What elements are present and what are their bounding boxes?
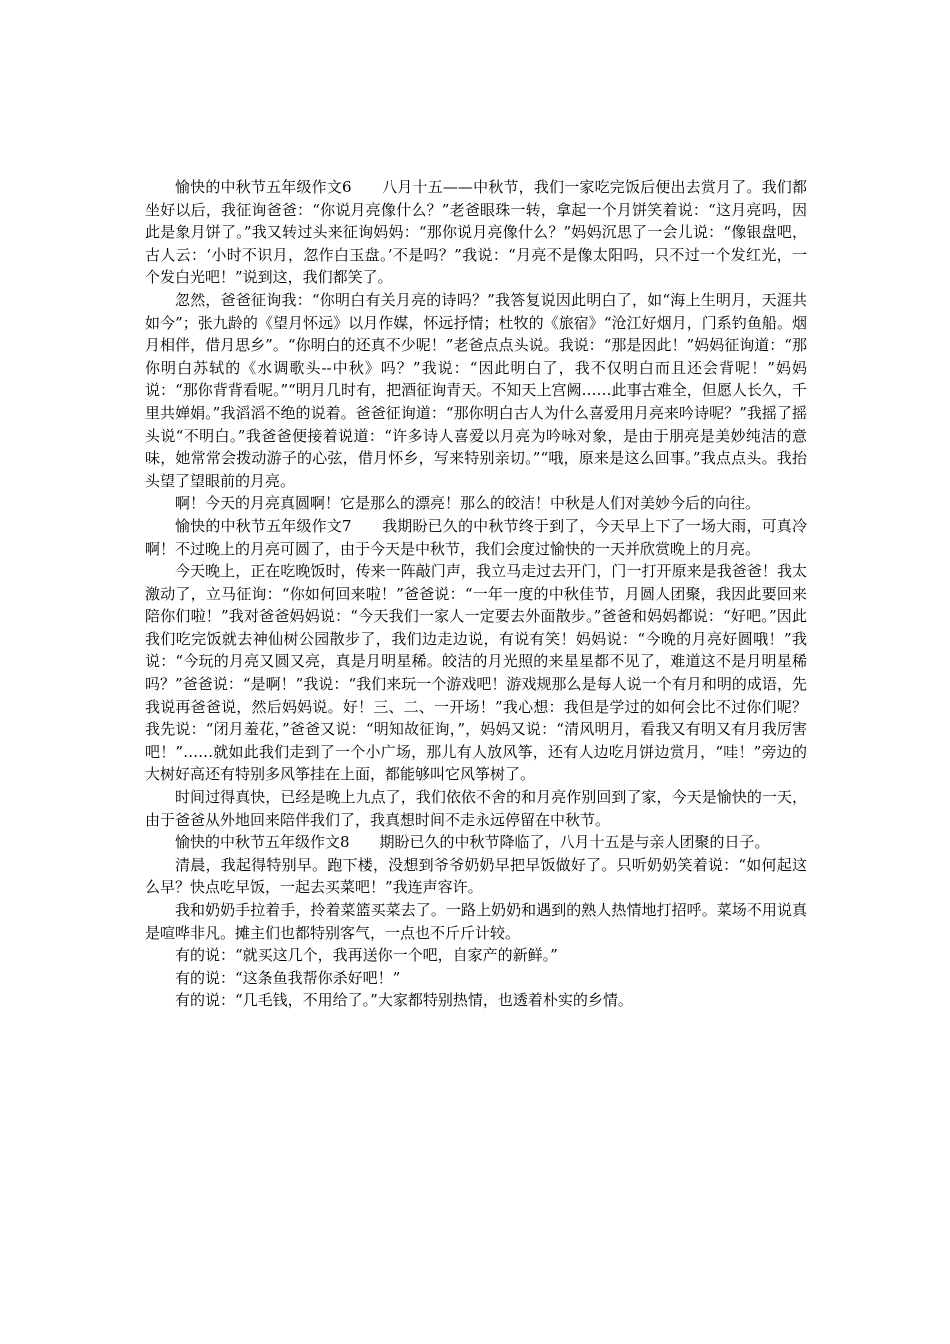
paragraph: 有的说：“就买这几个，我再送你一个吧，自家产的新鲜。” xyxy=(175,946,558,965)
document-body xyxy=(145,176,807,1012)
paragraph: 时间过得真快，已经是晚上九点了，我们依依不舍的和月亮作别回到了家，今天是愉快的一天，由于爸爸从外地回来陪伴我们了，我真想时间不走永远停留在中秋节。 xyxy=(145,788,807,829)
paragraph: 有的说：“几毛钱，不用给了。”大家都特别热情，也透着朴实的乡情。 xyxy=(175,991,633,1010)
paragraph: 啊！今天的月亮真圆啊！它是那么的漂亮！那么的皎洁！中秋是人们对美妙今后的向往。 xyxy=(175,494,761,513)
paragraph: 有的说：“这条鱼我帮你杀好吧！” xyxy=(175,968,401,987)
paragraph: 忽然，爸爸征询我：“你明白有关月亮的诗吗？”我答复说因此明白了，如“海上生明月，天涯共如今”；张九龄的《望月怀远》以月作媒，怀远抒情；杜牧的《旅宿》“沧江好烟月，门系钓鱼船。烟月相伴，借月思乡”。“你明白的还真不少呢！”老爸点点头说。我说：“那是因此！”妈妈征询道：“那你明白苏轼的《水调歌头--中秋》吗？”我说：“因此明白了，我不仅明白而且还会背呢！”妈妈说：“那你背背看呢。”“明月几时有，把酒征询青天。不知天上宫阙……此事古难全，但愿人长久，千里共婵娟。”我滔滔不绝的说着。爸爸征询道：“那你明白古人为什么喜爱用月亮来吟诗呢？”我摇了摇头说“不明白。”我爸爸便接着说道：“许多诗人喜爱以月亮为吟咏对象，是由于朋亮是美妙纯洁的意味，她常常会拨动游子的心弦，借月怀乡，写来特别亲切。”“哦，原来是这么回事。”我点点头。我抬头望了望眼前的月亮。 xyxy=(145,290,807,490)
paragraph: 我和奶奶手拉着手，拎着菜篮买菜去了。一路上奶奶和遇到的熟人热情地打招呼。菜场不用说真是喧哗非凡。摊主们也都特别客气，一点也不斤斤计较。 xyxy=(145,901,807,942)
paragraph: 愉快的中秋节五年级作文7 我期盼已久的中秋节终于到了，今天早上下了一场大雨，可真冷啊！不过晚上的月亮可圆了，由于今天是中秋节，我们会度过愉快的一天并欣赏晚上的月亮。 xyxy=(145,516,807,558)
paragraph: 今天晚上，正在吃晚饭时，传来一阵敲门声，我立马走过去开门，门一打开原来是我爸爸！我太激动了，立马征询：“你如何回来啦！”爸爸说：“一年一度的中秋佳节，月圆人团聚，我因此要回来陪你们啦！”我对爸爸妈妈说：“今天我们一家人一定要去外面散步。”爸爸和妈妈都说：“好吧。”因此我们吃完饭就去神仙树公园散步了，我们边走边说，有说有笑！妈妈说：“今晚的月亮好圆哦！”我说：“今玩的月亮又圆又亮，真是月明星稀。皎洁的月光照的来星星都不见了，难道这不是月明星稀吗？”爸爸说：“是啊！”我说：“我们来玩一个游戏吧！游戏规那么是每人说一个有月和明的成语，先我说再爸爸说，然后妈妈说。好！三、二、一开场！”我心想：我但是学过的如何会比不过你们呢？我先说：“闭月羞花，”爸爸又说：“明知故征询，”，妈妈又说：“清风明月，看我又有明又有月我厉害吧！”……就如此我们走到了一个小广场，那儿有人放风筝，还有人边吃月饼边赏月，“哇！”旁边的大树好高还有特别多风筝挂在上面，都能够叫它风筝树了。 xyxy=(145,562,807,784)
paragraph: 清晨，我起得特别早。跑下楼，没想到爷爷奶奶早把早饭做好了。只听奶奶笑着说：“如何起这么早？快点吃早饭，一起去买菜吧！”我连声容许。 xyxy=(145,855,807,897)
paragraph: 愉快的中秋节五年级作文6 八月十五——中秋节，我们一家吃完饭后便出去赏月了。我们都坐好以后，我征询爸爸：“你说月亮像什么？”老爸眼珠一转，拿起一个月饼笑着说：“这月亮吗，因此是象月饼了。”我又转过头来征询妈妈：“那你说月亮像什么？”妈妈沉思了一会儿说：“像银盘吧，古人云：‘小时不识月，忽作白玉盘。’不是吗？”我说：“月亮不是像太阳吗，只不过一个发红光，一个发白光吧！”说到这，我们都笑了。 xyxy=(145,178,807,287)
paragraph: 愉快的中秋节五年级作文8 期盼已久的中秋节降临了，八月十五是与亲人团聚的日子。 xyxy=(175,833,770,852)
